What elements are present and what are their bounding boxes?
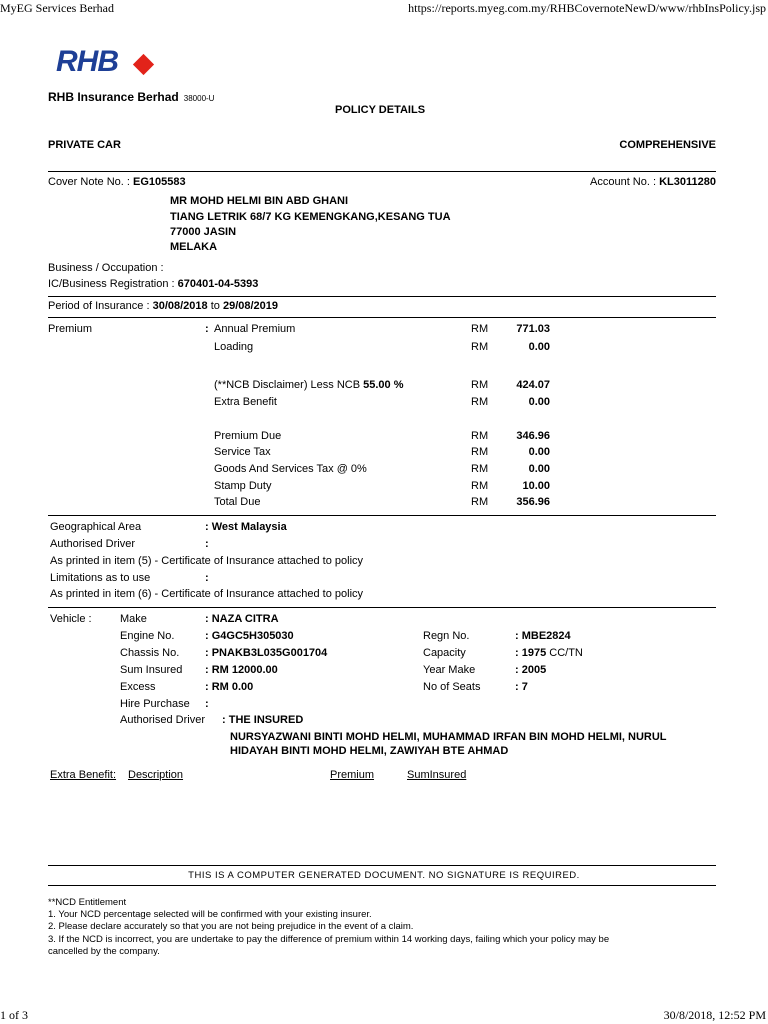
vehicle-field-label: Sum Insured [120, 664, 183, 676]
ic-registration [48, 278, 258, 290]
limitations-note: As printed in item (6) - Certificate of Insurance attached to policy [50, 588, 364, 600]
vehicle-field-value: : MBE2824 [515, 630, 571, 642]
divider [48, 607, 716, 608]
currency: RM [471, 323, 489, 335]
vehicle-field-label: Make [120, 613, 147, 625]
vehicle-field-value: : 2005 [515, 664, 547, 676]
premium-row-label: Goods And Services Tax @ 0% [214, 463, 367, 475]
premium-row-label: Premium Due [214, 430, 282, 442]
vehicle-field-value: : RM 0.00 [205, 681, 254, 693]
extra-benefit-description-header: Description [128, 769, 184, 781]
currency: RM [471, 341, 489, 353]
divider [48, 865, 716, 866]
print-header-url[interactable]: https://reports.myeg.com.my/RHBCovernoteNewD/www/rhbInsPolicy.jsp [408, 1, 766, 15]
vehicle-field-value: : THE INSURED [222, 714, 304, 726]
business-label: Business / Occupation : [48, 262, 164, 274]
cover-note-value: EG105583 [132, 176, 186, 188]
class-right: COMPREHENSIVE [619, 139, 716, 151]
vehicle-field-value: : RM 12000.00 [205, 664, 278, 676]
currency: RM [471, 379, 489, 391]
premium-row-label: Loading [214, 341, 254, 353]
vehicle-field-label: Chassis No. [120, 647, 180, 659]
address-line: MR MOHD HELMI BIN ABD GHANI [170, 195, 349, 207]
premium-row-label: Service Tax [214, 446, 271, 458]
premium-row-label: Annual Premium [214, 323, 296, 335]
period-to: 29/08/2019 [222, 300, 279, 312]
company-reg: 38000-U [183, 94, 215, 103]
print-header-site: MyEG Services Berhad [0, 1, 114, 15]
ncd-title: **NCD Entitlement [48, 897, 127, 908]
ncd-line: cancelled by the company. [48, 946, 160, 957]
named-drivers: NURSYAZWANI BINTI MOHD HELMI, MUHAMMAD IRFAN BIN MOHD HELMI, NURUL [230, 731, 667, 743]
account [590, 176, 716, 188]
vehicle-field-label: Year Make [423, 664, 476, 676]
vehicle-field-label: Authorised Driver [120, 714, 205, 726]
divider [48, 885, 716, 886]
extra-benefit-label: Extra Benefit: [50, 769, 117, 781]
currency: RM [471, 430, 489, 442]
currency: RM [471, 446, 489, 458]
company-name: RHB Insurance Berhad [48, 90, 179, 104]
geo-label: Geographical Area [50, 521, 142, 533]
divider [48, 296, 716, 297]
vehicle-field-label: Capacity [423, 647, 466, 659]
premium-label: Premium [48, 323, 93, 335]
address-line: 77000 JASIN [170, 226, 237, 238]
account-value: KL3011280 [659, 176, 716, 188]
geo-value: : West Malaysia [205, 521, 287, 533]
cover-note-label: Cover Note No. : [48, 176, 130, 188]
premium-row-amount: 346.96 [516, 430, 550, 442]
currency: RM [471, 496, 489, 508]
currency: RM [471, 480, 489, 492]
vehicle-field-label: Hire Purchase [120, 698, 190, 710]
business-occupation [48, 262, 164, 274]
premium-row-label: Total Due [214, 496, 261, 508]
vehicle-field-label: No of Seats [423, 681, 481, 693]
premium-row-amount: 356.96 [516, 496, 550, 508]
vehicle-field-value: : NAZA CITRA [205, 613, 279, 625]
ncd-line: 1. Your NCD percentage selected will be confirmed with your existing insurer. [48, 909, 372, 920]
capacity-unit: CC/TN [549, 647, 583, 659]
premium-row-amount: 0.00 [528, 463, 550, 475]
vehicle-field-label: Engine No. [120, 630, 175, 642]
vehicle-field-value: : [205, 698, 209, 710]
vehicle-field-value: : G4GC5H305030 [205, 630, 294, 642]
ic-label: IC/Business Registration : [48, 278, 175, 290]
vehicle-field-value [515, 647, 583, 659]
computer-generated-notice: THIS IS A COMPUTER GENERATED DOCUMENT. NO SIGNATURE IS REQUIRED. [188, 870, 580, 881]
premium-row-amount: 424.07 [516, 379, 550, 391]
vehicle-field-value: : PNAKB3L035G001704 [205, 647, 328, 659]
vehicle-label: Vehicle : [50, 613, 92, 625]
rhb-diamond-icon [133, 54, 154, 75]
page-number: 1 of 3 [0, 1008, 28, 1022]
named-drivers: HIDAYAH BINTI MOHD HELMI, ZAWIYAH BTE AHMAD [230, 745, 509, 757]
cover-note [48, 176, 186, 188]
premium-row-label: Stamp Duty [214, 480, 272, 492]
auth-driver-note: As printed in item (5) - Certificate of Insurance attached to policy [50, 555, 364, 567]
premium-row-amount: 771.03 [516, 323, 550, 335]
ncd-line: 3. If the NCD is incorrect, you are undertake to pay the difference of premium within 14 working days, failing which your policy may be [48, 934, 610, 945]
doc-title: POLICY DETAILS [335, 104, 426, 116]
vehicle-field-value: : 7 [515, 681, 528, 693]
address-line: MELAKA [170, 241, 218, 253]
premium-row-label [214, 379, 404, 391]
period-of-insurance [48, 300, 278, 312]
auth-driver-label: Authorised Driver [50, 538, 135, 550]
auth-driver-value: : [205, 538, 209, 550]
premium-row-amount: 10.00 [522, 480, 550, 492]
period-label: Period of Insurance : [48, 300, 150, 312]
divider [48, 317, 716, 318]
class-left: PRIVATE CAR [48, 139, 121, 151]
print-timestamp: 30/8/2018, 12:52 PM [663, 1008, 766, 1022]
company-block [48, 90, 214, 104]
period-to-word: to [210, 300, 220, 312]
currency: RM [471, 396, 489, 408]
account-label: Account No. : [590, 176, 657, 188]
vehicle-field-label: Excess [120, 681, 156, 693]
address-line: TIANG LETRIK 68/7 KG KEMENGKANG,KESANG TUA [170, 211, 451, 223]
ic-value: 670401-04-5393 [177, 278, 259, 290]
capacity-value: : 1975 [515, 647, 547, 659]
limitations-value: : [205, 572, 209, 584]
premium-colon: : [205, 323, 209, 335]
extra-benefit-suminsured-header: SumInsured [407, 769, 467, 781]
ncb-disclaimer-label: (**NCB Disclaimer) Less NCB [214, 379, 361, 391]
currency: RM [471, 463, 489, 475]
premium-row-amount: 0.00 [528, 446, 550, 458]
vehicle-field-label: Regn No. [423, 630, 470, 642]
premium-row-amount: 0.00 [528, 396, 550, 408]
rhb-logo-text: RHB [56, 45, 118, 78]
ncd-line: 2. Please declare accurately so that you are not being prejudice in the event of a claim. [48, 921, 414, 932]
extra-benefit-premium-header: Premium [330, 769, 375, 781]
ncb-percentage: 55.00 % [363, 379, 404, 391]
period-from: 30/08/2018 [152, 300, 208, 312]
premium-row-label: Extra Benefit [214, 396, 277, 408]
limitations-label: Limitations as to use [50, 572, 151, 584]
premium-row-amount: 0.00 [528, 341, 550, 353]
divider [48, 515, 716, 516]
divider [48, 171, 716, 172]
